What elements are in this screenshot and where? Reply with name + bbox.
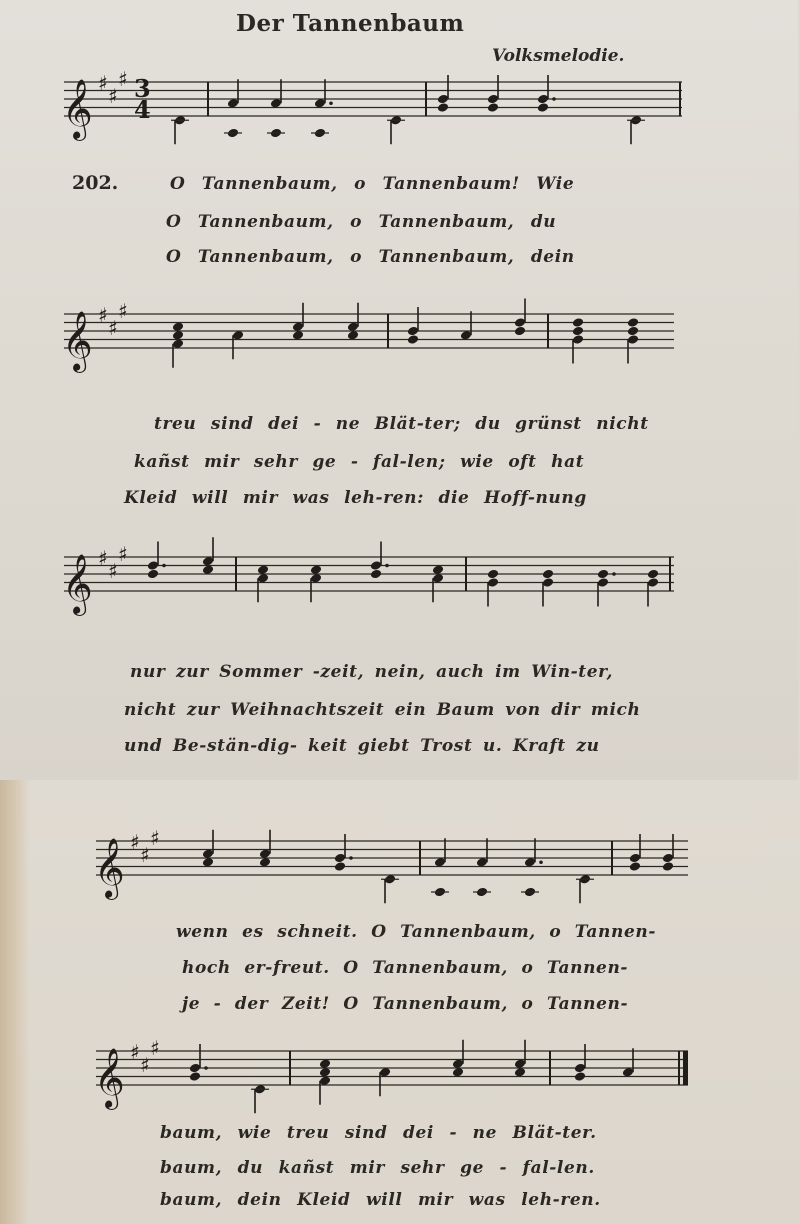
lyric-line: je - der Zeit! O Tannenbaum, o Tannen-: [182, 994, 629, 1014]
notehead: [189, 1071, 201, 1082]
treble-clef-icon: 𝄞: [94, 838, 125, 898]
sharp-icon: ♯: [98, 546, 108, 570]
time-signature-bottom: 4: [134, 95, 151, 124]
notehead: [597, 569, 609, 580]
lyric-line: treu sind dei - ne Blät-ter; du grünst nicht: [154, 414, 649, 434]
lyric-line: baum, dein Kleid will mir was leh-ren.: [160, 1190, 601, 1210]
lyric-line: O Tannenbaum, o Tannenbaum! Wie: [170, 174, 575, 194]
sharp-icon: ♯: [108, 83, 118, 108]
sharp-icon: ♯: [118, 298, 128, 323]
notehead: [147, 569, 159, 580]
lyric-line: O Tannenbaum, o Tannenbaum, du: [166, 212, 557, 232]
notehead: [514, 326, 526, 337]
music-staff-2: [58, 298, 688, 392]
notehead: [537, 102, 549, 113]
notehead: [487, 569, 499, 580]
notehead: [334, 861, 346, 872]
notehead: [370, 569, 382, 580]
lyric-line: kañst mir sehr ge - fal-len; wie oft hat: [134, 452, 585, 472]
note-dot: [612, 572, 616, 576]
final-barline-thick: [683, 1051, 688, 1085]
sharp-icon: ♯: [140, 1052, 150, 1077]
lyric-line: nicht zur Weihnachtszeit ein Baum von dir mich: [124, 700, 641, 720]
treble-clef-icon: 𝄞: [62, 554, 93, 614]
lyric-line: und Be-stän-dig- keit giebt Trost u. Kraft zu: [124, 736, 600, 756]
treble-clef-icon: 𝄞: [62, 311, 93, 371]
sharp-icon: ♯: [108, 315, 118, 340]
lyric-line: hoch er-freut. O Tannenbaum, o Tannen-: [182, 958, 629, 978]
notehead: [574, 1071, 586, 1082]
lyric-line: Kleid will mir was leh-ren: die Hoff-nung: [124, 488, 587, 508]
note-dot: [162, 564, 166, 568]
notehead: [437, 102, 449, 113]
notehead: [572, 326, 584, 337]
sharp-icon: ♯: [150, 1035, 160, 1060]
note-dot: [204, 1066, 208, 1070]
notehead: [629, 861, 641, 872]
note-dot: [385, 564, 389, 568]
treble-clef-icon: 𝄞: [94, 1048, 125, 1108]
lyric-line: nur zur Sommer -zeit, nein, auch im Win-ter,: [130, 662, 614, 682]
notehead: [572, 317, 584, 328]
lyric-line: wenn es schneit. O Tannenbaum, o Tannen-: [176, 922, 656, 942]
notehead: [627, 326, 639, 337]
notehead: [542, 569, 554, 580]
notehead: [487, 102, 499, 113]
sharp-icon: ♯: [130, 830, 140, 854]
note-dot: [329, 101, 333, 105]
music-staff-4: [90, 825, 700, 920]
note-dot: [539, 860, 543, 864]
note-dot: [552, 97, 556, 101]
music-staff-3: [58, 541, 688, 635]
notehead: [647, 569, 659, 580]
lyric-line: baum, du kañst mir sehr ge - fal-len.: [160, 1158, 595, 1178]
sharp-icon: ♯: [108, 558, 118, 583]
sharp-icon: ♯: [118, 66, 128, 91]
notehead: [407, 334, 419, 345]
composer-credit: Volksmelodie.: [492, 46, 625, 66]
song-title: Der Tannenbaum: [236, 10, 465, 37]
lyric-line: O Tannenbaum, o Tannenbaum, dein: [166, 247, 575, 267]
sharp-icon: ♯: [118, 541, 128, 566]
song-number: 202.: [72, 172, 119, 194]
music-staff-5: [90, 1035, 700, 1125]
time-signature-top: 3: [134, 74, 151, 103]
notehead: [662, 861, 674, 872]
sharp-icon: ♯: [140, 842, 150, 867]
sharp-icon: ♯: [98, 71, 108, 95]
treble-clef-icon: 𝄞: [62, 79, 93, 139]
lyric-line: baum, wie treu sind dei - ne Blät-ter.: [160, 1123, 597, 1143]
music-staff-1: [58, 66, 688, 160]
sharp-icon: ♯: [150, 825, 160, 850]
note-dot: [349, 856, 353, 860]
sharp-icon: ♯: [98, 303, 108, 327]
sharp-icon: ♯: [130, 1040, 140, 1064]
notehead: [627, 317, 639, 328]
